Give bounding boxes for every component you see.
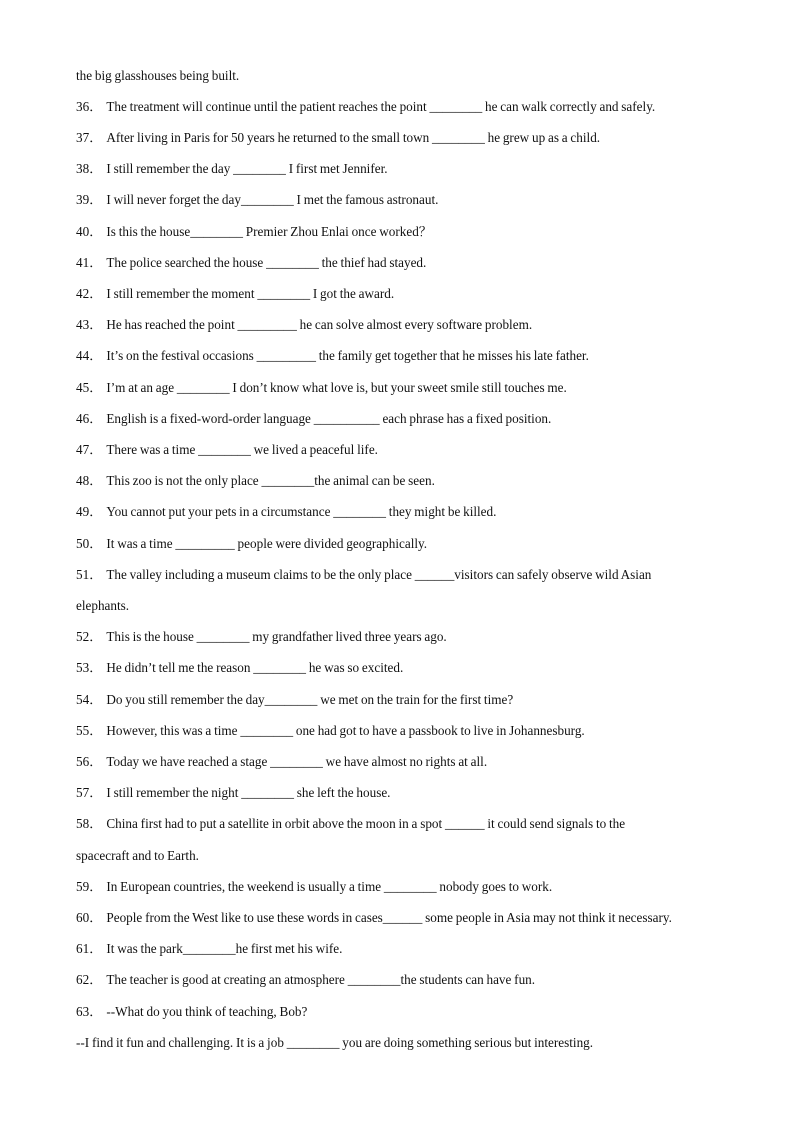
question-text: He has reached the point _________ he can solve almost every software problem.	[106, 317, 533, 332]
text-line-continued	[76, 598, 129, 614]
question-text: You cannot put your pets in a circumstance ________ they might be killed.	[106, 504, 497, 519]
question-text: --What do you think of teaching, Bob?	[106, 1004, 308, 1019]
question-text: This zoo is not the only place ________the animal can be seen.	[106, 473, 435, 488]
question-59	[76, 879, 552, 895]
question-text: After living in Paris for 50 years he returned to the small town ________ he grew up as a child.	[106, 130, 601, 145]
question-number: 46．	[76, 411, 103, 426]
question-39	[76, 192, 438, 208]
question-number: 38．	[76, 161, 103, 176]
question-number: 40．	[76, 224, 103, 239]
question-number: 41．	[76, 255, 103, 270]
question-44	[76, 348, 589, 364]
question-43	[76, 317, 532, 333]
question-42	[76, 286, 394, 302]
question-text: The valley including a museum claims to be the only place ______visitors can safely observe wild Asian	[106, 567, 652, 582]
question-number: 47．	[76, 442, 103, 457]
question-58	[76, 816, 625, 832]
question-38	[76, 161, 388, 177]
question-61	[76, 941, 342, 957]
text-line-continued	[76, 1035, 593, 1051]
question-text: Is this the house________ Premier Zhou Enlai once worked？	[106, 224, 432, 239]
question-55	[76, 723, 585, 739]
line-text: spacecraft and to Earth.	[76, 848, 199, 863]
question-number: 57．	[76, 785, 103, 800]
question-number: 42．	[76, 286, 103, 301]
question-text: The police searched the house ________ the thief had stayed.	[106, 255, 427, 270]
question-36	[76, 99, 655, 115]
question-45	[76, 380, 567, 396]
question-37	[76, 130, 600, 146]
question-60	[76, 910, 672, 926]
question-text: Today we have reached a stage ________ we have almost no rights at all.	[106, 754, 488, 769]
line-text: elephants.	[76, 598, 130, 613]
question-text: In European countries, the weekend is usually a time ________ nobody goes to work.	[106, 879, 553, 894]
question-number: 53．	[76, 660, 103, 675]
line-text: --I find it fun and challenging. It is a job ________ you are doing something serious but interesting.	[76, 1035, 594, 1050]
question-51	[76, 567, 651, 583]
question-text: China first had to put a satellite in orbit above the moon in a spot ______ it could send signals to the	[106, 816, 626, 831]
question-number: 60．	[76, 910, 103, 925]
question-number: 49．	[76, 504, 103, 519]
question-text: There was a time ________ we lived a peaceful life.	[106, 442, 378, 457]
question-number: 54．	[76, 692, 103, 707]
question-53	[76, 660, 403, 676]
line-text: the big glasshouses being built.	[76, 68, 240, 83]
question-52	[76, 629, 447, 645]
question-50	[76, 536, 427, 552]
question-40	[76, 224, 432, 240]
question-text: Do you still remember the day________ we met on the train for the first time?	[106, 692, 514, 707]
question-41	[76, 255, 426, 271]
question-number: 36．	[76, 99, 103, 114]
question-text: This is the house ________ my grandfather lived three years ago.	[106, 629, 447, 644]
question-text: I still remember the night ________ she left the house.	[106, 785, 391, 800]
question-text: The treatment will continue until the patient reaches the point ________ he can walk correctly and safely.	[106, 99, 656, 114]
question-56	[76, 754, 487, 770]
question-number: 45．	[76, 380, 103, 395]
question-text: The teacher is good at creating an atmosphere ________the students can have fun.	[106, 972, 536, 987]
question-text: I still remember the day ________ I first met Jennifer.	[106, 161, 388, 176]
question-text: It was a time _________ people were divided geographically.	[106, 536, 428, 551]
question-text: However, this was a time ________ one had got to have a passbook to live in Johannesburg.	[106, 723, 585, 738]
question-number: 44．	[76, 348, 103, 363]
question-text: People from the West like to use these words in cases______ some people in Asia may not think it necessary.	[106, 910, 672, 925]
question-number: 39．	[76, 192, 103, 207]
question-number: 48．	[76, 473, 103, 488]
question-number: 56．	[76, 754, 103, 769]
question-number: 52．	[76, 629, 103, 644]
question-text: It’s on the festival occasions _________ the family get together that he misses his late father.	[106, 348, 589, 363]
question-46	[76, 411, 551, 427]
question-47	[76, 442, 378, 458]
question-number: 51．	[76, 567, 103, 582]
question-text: English is a fixed-word-order language __________ each phrase has a fixed position.	[106, 411, 552, 426]
question-number: 58．	[76, 816, 103, 831]
question-number: 59．	[76, 879, 103, 894]
question-number: 63．	[76, 1004, 103, 1019]
question-57	[76, 785, 390, 801]
text-line-continued	[76, 848, 199, 864]
question-number: 37．	[76, 130, 103, 145]
question-62	[76, 972, 535, 988]
question-number: 55．	[76, 723, 103, 738]
question-number: 61．	[76, 941, 103, 956]
question-48	[76, 473, 435, 489]
question-text: I will never forget the day________ I met the famous astronaut.	[106, 192, 439, 207]
question-text: He didn’t tell me the reason ________ he was so excited.	[106, 660, 404, 675]
question-text: I still remember the moment ________ I got the award.	[106, 286, 395, 301]
question-number: 62．	[76, 972, 103, 987]
question-49	[76, 504, 496, 520]
question-54	[76, 692, 513, 708]
question-text: I’m at an age ________ I don’t know what love is, but your sweet smile still touches me.	[106, 380, 567, 395]
question-63	[76, 1004, 307, 1020]
text-line-continued	[76, 68, 239, 84]
question-number: 50．	[76, 536, 103, 551]
question-text: It was the park________he first met his wife.	[106, 941, 343, 956]
question-number: 43．	[76, 317, 103, 332]
